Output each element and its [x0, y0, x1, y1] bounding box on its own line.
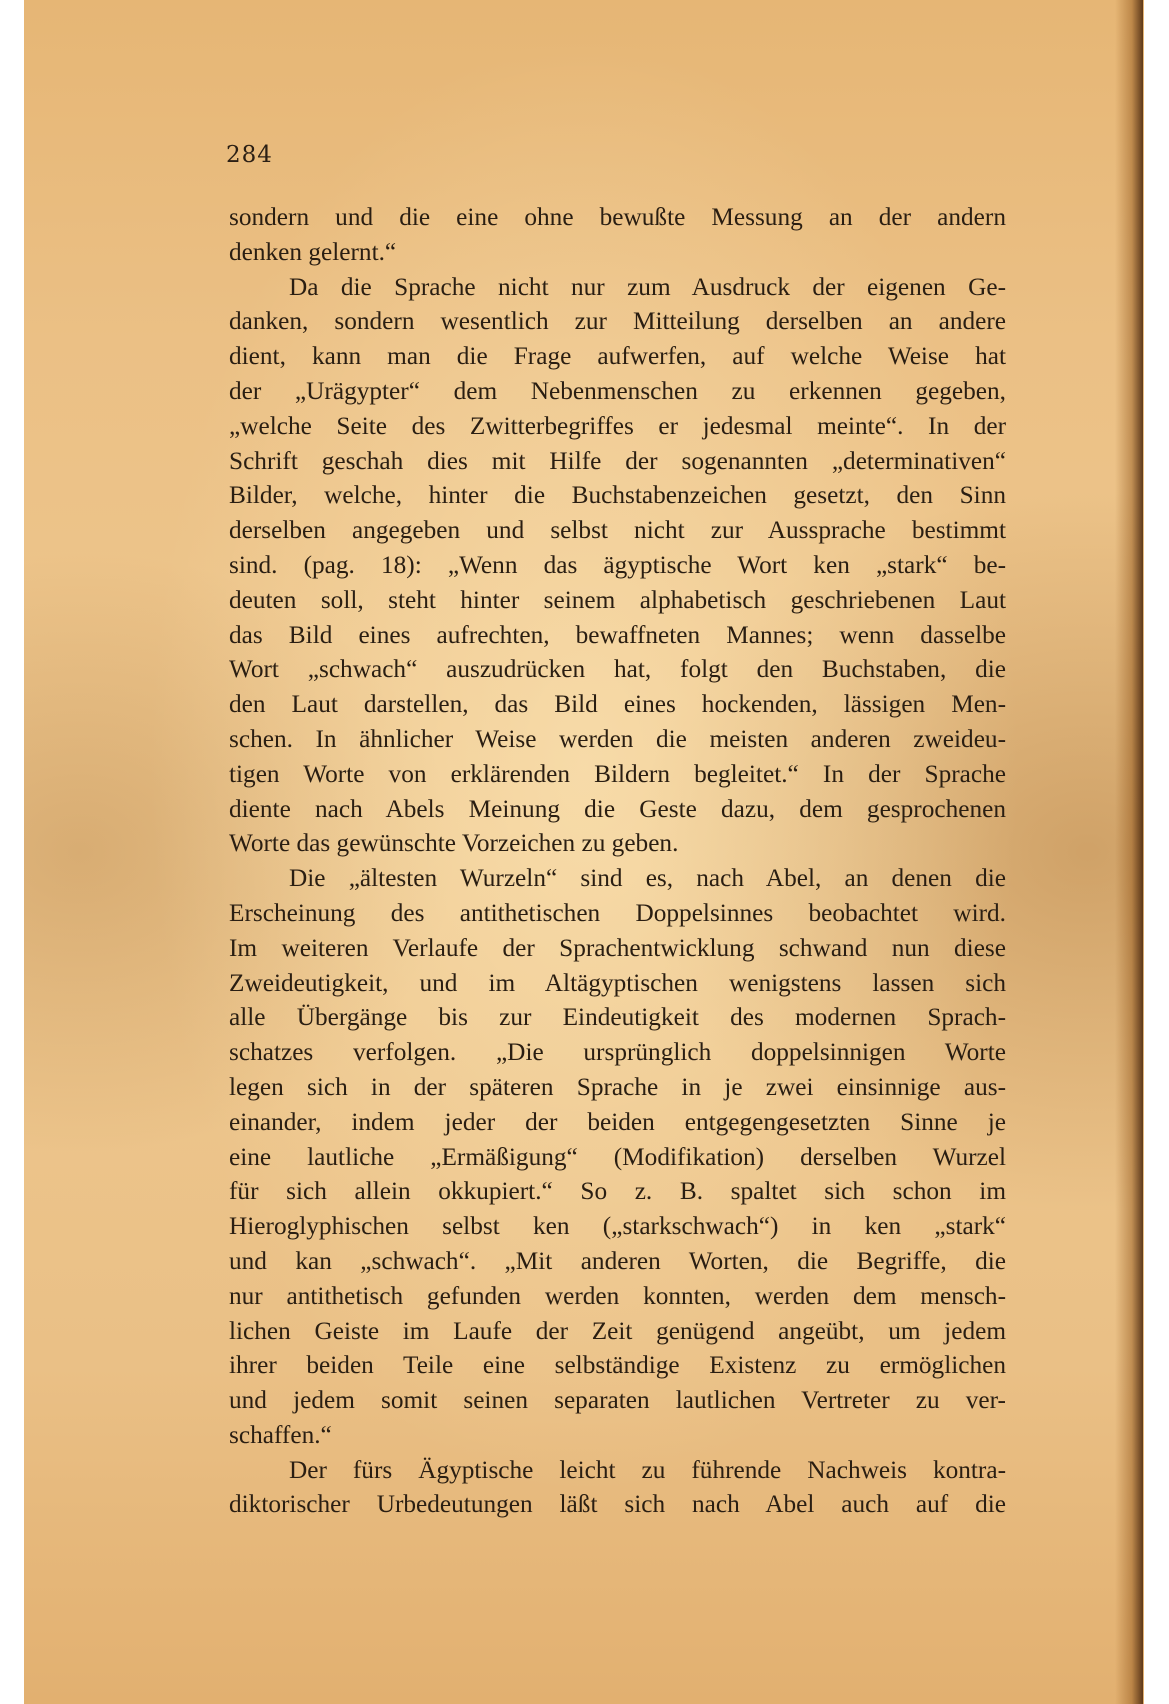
text-line: eine lautliche „Ermäßigung“ (Modifikation) derselben Wurzel: [229, 1142, 1006, 1171]
text-line: dient, kann man die Frage aufwerfen, auf welche Weise hat: [229, 342, 1006, 371]
text-line: Im weiteren Verlaufe der Sprachentwicklung schwand nun diese: [229, 933, 1006, 962]
text-line: legen sich in der späteren Sprache in je zwei einsinnige aus-: [229, 1072, 1006, 1101]
text-line: tigen Worte von erklärenden Bildern begleitet.“ In der Sprache: [229, 759, 1006, 788]
text-line: der „Urägypter“ dem Nebenmenschen zu erkennen gegeben,: [229, 376, 1006, 405]
text-line: alle Übergänge bis zur Eindeutigkeit des modernen Sprach-: [229, 1003, 1006, 1032]
page-spine-shadow: [1115, 0, 1143, 1704]
text-line: sind. (pag. 18): „Wenn das ägyptische Wort ken „stark“ be-: [229, 550, 1006, 579]
text-line: nur antithetisch gefunden werden konnten, werden dem mensch-: [229, 1281, 1006, 1310]
text-line: für sich allein okkupiert.“ So z. B. spaltet sich schon im: [229, 1177, 1006, 1206]
text-line: Schrift geschah dies mit Hilfe der sogenannten „determinativen“: [229, 446, 1006, 475]
text-line: Der fürs Ägyptische leicht zu führende Nachweis kontra-: [289, 1455, 1006, 1484]
text-line: und jedem somit seinen separaten lautlichen Vertreter zu ver-: [229, 1386, 1006, 1415]
text-line: danken, sondern wesentlich zur Mitteilung derselben an andere: [229, 307, 1006, 336]
text-line: lichen Geiste im Laufe der Zeit genügend angeübt, um jedem: [229, 1316, 1006, 1345]
text-line: schatzes verfolgen. „Die ursprünglich doppelsinnigen Worte: [229, 1038, 1006, 1067]
text-line: Erscheinung des antithetischen Doppelsinnes beobachtet wird.: [229, 898, 1006, 927]
page-number: 284: [226, 142, 273, 168]
text-line: schen. In ähnlicher Weise werden die meisten anderen zweideu-: [229, 724, 1006, 753]
text-line: sondern und die eine ohne bewußte Messung an der andern: [229, 203, 1006, 231]
body-text: [229, 200, 1006, 1522]
text-line: derselben angegeben und selbst nicht zur Aussprache bestimmt: [229, 516, 1006, 545]
text-line: ihrer beiden Teile eine selbständige Existenz zu ermöglichen: [229, 1351, 1006, 1380]
text-line: und kan „schwach“. „Mit anderen Worten, die Begriffe, die: [229, 1246, 1006, 1275]
text-line: denken gelernt.“: [229, 237, 397, 266]
text-line: Die „ältesten Wurzeln“ sind es, nach Abel, an denen die: [289, 864, 1006, 893]
text-line: deuten soll, steht hinter seinem alphabetisch geschriebenen Laut: [229, 585, 1006, 614]
text-line: Hieroglyphischen selbst ken („starkschwach“) in ken „stark“: [229, 1212, 1006, 1241]
text-line: den Laut darstellen, das Bild eines hockenden, lässigen Men-: [229, 690, 1006, 719]
text-line: das Bild eines aufrechten, bewaffneten Mannes; wenn dasselbe: [229, 620, 1006, 649]
text-line: Zweideutigkeit, und im Altägyptischen wenigstens lassen sich: [229, 968, 1006, 997]
book-page: [24, 0, 1144, 1704]
text-line: diente nach Abels Meinung die Geste dazu, dem gesprochenen: [229, 794, 1006, 823]
text-line: Bilder, welche, hinter die Buchstabenzeichen gesetzt, den Sinn: [229, 481, 1006, 510]
text-line: einander, indem jeder der beiden entgegengesetzten Sinne je: [229, 1107, 1006, 1136]
text-line: diktorischer Urbedeutungen läßt sich nach Abel auch auf die: [229, 1490, 1006, 1519]
scan-margin: [1144, 0, 1169, 1704]
text-line: Worte das gewünschte Vorzeichen zu geben.: [229, 829, 679, 858]
text-line: „welche Seite des Zwitterbegriffes er jedesmal meinte“. In der: [229, 411, 1006, 440]
text-line: Wort „schwach“ auszudrücken hat, folgt den Buchstaben, die: [229, 655, 1006, 684]
text-line: schaffen.“: [229, 1420, 332, 1449]
text-line: Da die Sprache nicht nur zum Ausdruck der eigenen Ge-: [289, 272, 1006, 301]
